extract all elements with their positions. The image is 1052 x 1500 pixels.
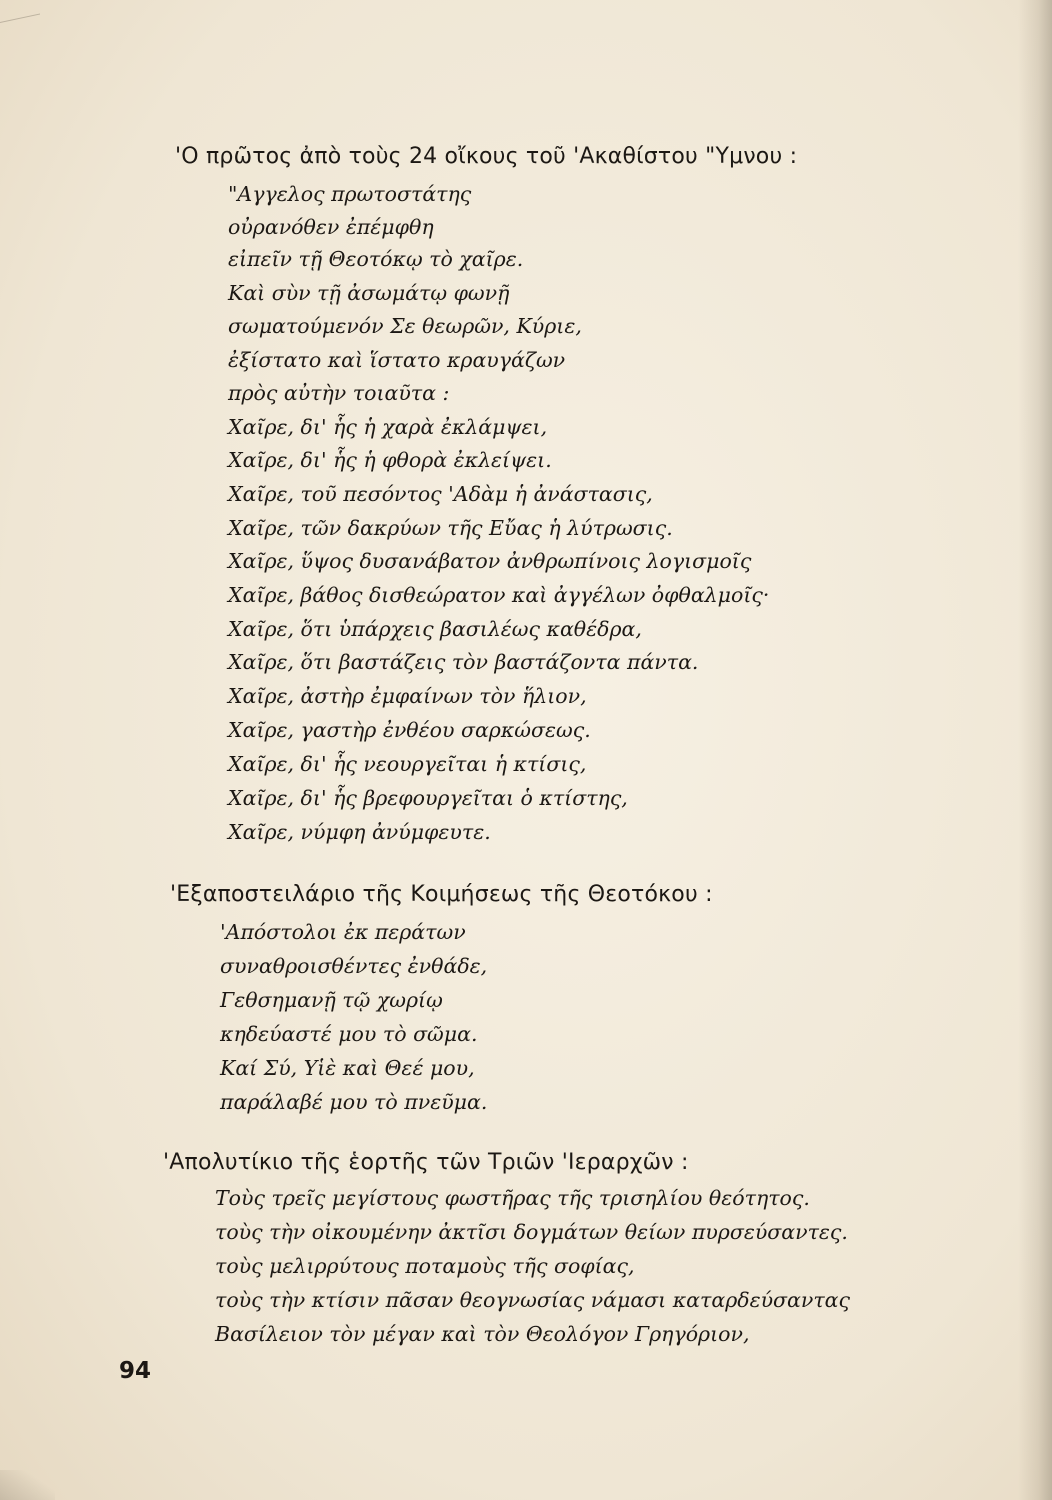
verse-line: τοὺς τὴν κτίσιν πᾶσαν θεογνωσίας νάμασι καταρδεύσαντας xyxy=(215,1288,851,1312)
section-heading-akathist: 'Ο πρῶτος ἀπὸ τοὺς 24 οἴκους τοῦ 'Ακαθίστου "Υμνου : xyxy=(175,144,798,169)
page-edge-shadow xyxy=(1018,0,1052,1500)
verse-line: συναθροισθέντες ἐνθάδε, xyxy=(220,954,488,978)
verse-line: ἐξίστατο καὶ ἵστατο κραυγάζων xyxy=(228,348,566,372)
verse-line: "Αγγελος πρωτοστάτης xyxy=(228,182,472,206)
verse-line: εἰπεῖν τῇ Θεοτόκῳ τὸ χαῖρε. xyxy=(228,247,524,271)
verse-line: Χαῖρε, ἀστὴρ ἐμφαίνων τὸν ἥλιον, xyxy=(228,684,587,708)
verse-line: παράλαβέ μου τὸ πνεῦμα. xyxy=(220,1090,488,1114)
verse-line: Τοὺς τρεῖς μεγίστους φωστῆρας τῆς τρισηλίου θεότητος. xyxy=(215,1186,810,1210)
verse-line: σωματούμενόν Σε θεωρῶν, Κύριε, xyxy=(228,314,582,338)
verse-line: Καί Σύ, Υἱὲ καὶ Θεέ μου, xyxy=(220,1056,475,1080)
verse-line: πρὸς αὐτὴν τοιαῦτα : xyxy=(228,381,450,405)
verse-line: 'Απόστολοι ἐκ περάτων xyxy=(220,920,466,944)
section-heading-exapostilarion: 'Εξαποστειλάριο τῆς Κοιμήσεως τῆς Θεοτόκου : xyxy=(170,882,713,907)
verse-line: Χαῖρε, δι' ἧς νεουργεῖται ἡ κτίσις, xyxy=(228,752,587,776)
verse-line: Χαῖρε, ὅτι βαστάζεις τὸν βαστάζοντα πάντα. xyxy=(228,650,699,674)
verse-line: Χαῖρε, ὅτι ὑπάρχεις βασιλέως καθέδρα, xyxy=(228,617,642,641)
page-corner-shadow xyxy=(0,1470,55,1500)
verse-line: Χαῖρε, δι' ἧς βρεφουργεῖται ὁ κτίστης, xyxy=(228,786,628,810)
verse-line: Χαῖρε, γαστὴρ ἐνθέου σαρκώσεως. xyxy=(228,718,591,742)
verse-line: τοὺς τὴν οἰκουμένην ἀκτῖσι δογμάτων θείων πυρσεύσαντες. xyxy=(215,1220,848,1244)
verse-line: τοὺς μελιρρύτους ποταμοὺς τῆς σοφίας, xyxy=(215,1254,635,1278)
verse-line: Χαῖρε, νύμφη ἀνύμφευτε. xyxy=(228,820,491,844)
verse-line: Χαῖρε, τῶν δακρύων τῆς Εὔας ἡ λύτρωσις. xyxy=(228,516,673,540)
page-number: 94 xyxy=(119,1358,152,1384)
verse-line: Γεθσημανῇ τῷ χωρίῳ xyxy=(220,988,443,1012)
verse-line: οὐρανόθεν ἐπέμφθη xyxy=(228,215,434,239)
verse-line: Χαῖρε, ὕψος δυσανάβατον ἀνθρωπίνοις λογισμοῖς xyxy=(228,549,752,573)
verse-line: Καὶ σὺν τῇ ἀσωμάτῳ φωνῇ xyxy=(228,281,510,305)
section-heading-apolytikion: 'Απολυτίκιο τῆς ἑορτῆς τῶν Τριῶν 'Ιεραρχῶν : xyxy=(163,1150,689,1175)
verse-line: Χαῖρε, δι' ἧς ἡ φθορὰ ἐκλείψει. xyxy=(228,448,552,472)
verse-line: Χαῖρε, δι' ἧς ἡ χαρὰ ἐκλάμψει, xyxy=(228,415,548,439)
page-corner-fold xyxy=(0,0,40,23)
verse-line: Χαῖρε, τοῦ πεσόντος 'Αδὰμ ἡ ἀνάστασις, xyxy=(228,482,653,506)
verse-line: Βασίλειον τὸν μέγαν καὶ τὸν Θεολόγον Γρηγόριον, xyxy=(215,1322,750,1346)
verse-line: Χαῖρε, βάθος δισθεώρατον καὶ ἀγγέλων ὀφθαλμοῖς· xyxy=(228,583,770,607)
verse-line: κηδεύαστέ μου τὸ σῶμα. xyxy=(220,1022,478,1046)
